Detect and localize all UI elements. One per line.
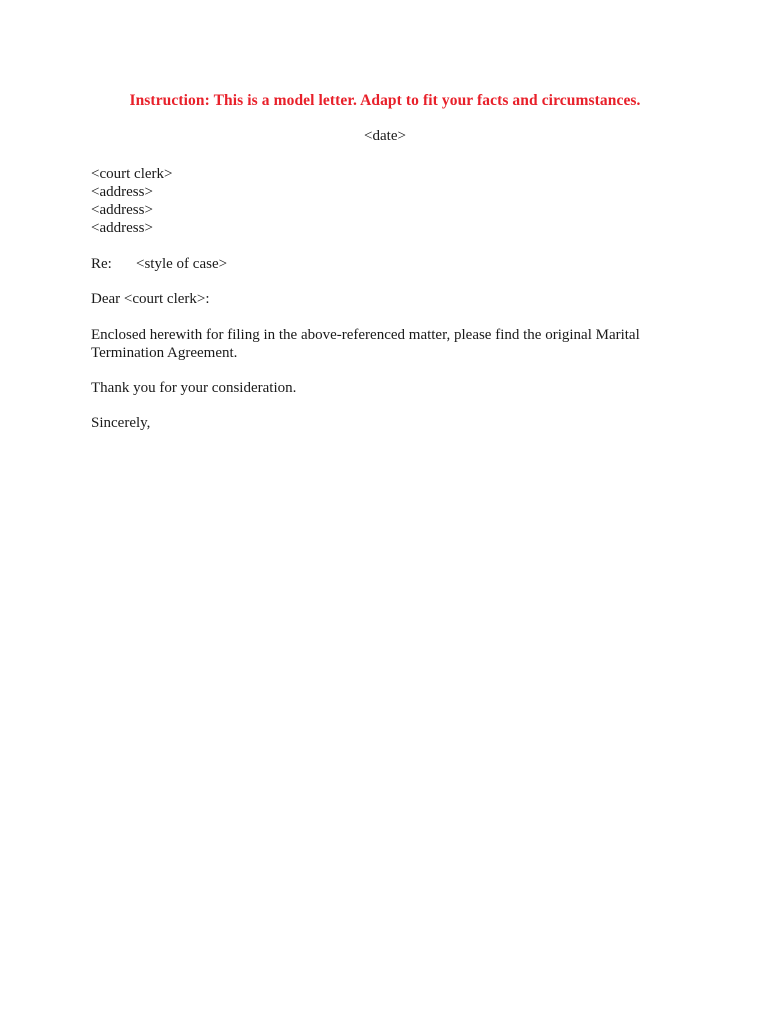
body-paragraph <box>91 326 651 362</box>
body-paragraph-line: Termination Agreement. <box>91 345 238 361</box>
body-paragraph-line: Enclosed herewith for filing in the above-referenced matter, please find the original Marital <box>91 327 640 343</box>
reference-line <box>91 255 227 273</box>
closing-line: Sincerely, <box>91 415 151 431</box>
recipient-name: <court clerk> <box>91 166 173 182</box>
salutation: Dear <court clerk>: <box>91 291 210 307</box>
reference-value: <style of case> <box>136 256 228 272</box>
recipient-block <box>91 165 172 237</box>
recipient-address-line: <address> <box>91 184 153 200</box>
instruction-heading: Instruction: This is a model letter. Adapt to fit your facts and circumstances. <box>129 92 641 109</box>
thanks-line: Thank you for your consideration. <box>91 380 297 396</box>
recipient-address-line: <address> <box>91 220 153 236</box>
letter-date: <date> <box>364 128 406 144</box>
recipient-address-line: <address> <box>91 202 153 218</box>
reference-label: Re: <box>91 256 112 272</box>
